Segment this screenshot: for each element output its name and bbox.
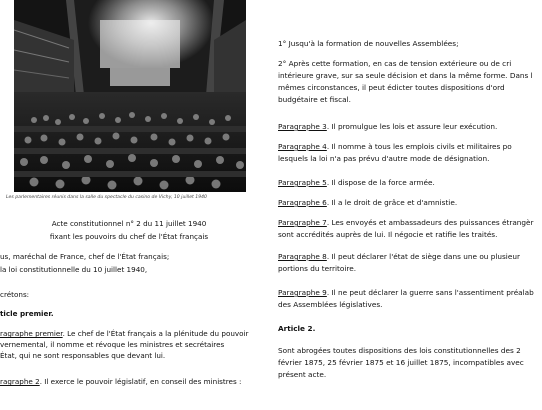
paragraph-3-label: Paragraphe 3: [278, 122, 327, 131]
paragraph-8-line-1: [278, 251, 520, 263]
paragraph-2-line: [0, 377, 241, 388]
left-column: [0, 0, 258, 410]
paragraph-9-text-1: . Il ne peut déclarer la guerre sans l'assentiment préalab: [326, 288, 534, 297]
paragraph-8-text-1: . Il peut déclarer l'état de siège dans une ou plusieur: [326, 252, 520, 261]
paragraph-premier-label: ragraphe premier: [0, 329, 63, 338]
photo-image: [14, 0, 246, 192]
paragraph-2-label: ragraphe 2: [0, 377, 40, 386]
article-2-line-1: Sont abrogées toutes dispositions des lois constitutionnelles des 2: [278, 346, 521, 355]
act-subtitle: fixant les pouvoirs du chef de l'État français: [49, 232, 209, 241]
paragraph-6-label: Paragraphe 6: [278, 198, 327, 207]
paragraph-5-label: Paragraphe 5: [278, 178, 327, 187]
paragraph-3: [278, 121, 497, 133]
paragraph-4-label: Paragraphe 4: [278, 142, 327, 151]
decretons-label: crétons:: [0, 290, 30, 299]
article-2-line-2: février 1875, 25 février 1875 et 16 juillet 1875, incompatibles avec: [278, 358, 524, 367]
act-title-block: [0, 217, 258, 243]
item-2-line-1: 2° Après cette formation, en cas de tension extérieure ou de cri: [278, 59, 512, 68]
paragraph-9-label: Paragraphe 9: [278, 288, 327, 297]
paragraph-8-line-2: portions du territoire.: [278, 264, 357, 273]
act-title: Acte constitutionnel n° 2 du 11 juillet 1940: [51, 219, 207, 228]
item-2-line-2: intérieure grave, sur sa seule décision et dans la même forme. Dans l: [278, 71, 533, 80]
photo-caption: Les parlementaires réunis dans la salle du spectacle du casino de Vichy, 10 juillet 1940: [6, 195, 207, 200]
article-2-line-3: présent acte.: [278, 370, 327, 379]
paragraph-premier-line-2: vernemental, il nomme et révoque les ministres et secrétaires: [0, 340, 225, 349]
item-1: 1° Jusqu'à la formation de nouvelles Assemblées;: [278, 39, 459, 48]
paragraph-9-line-2: des Assemblées législatives.: [278, 300, 383, 309]
paragraph-7-text-1: . Les envoyés et ambassadeurs des puissances étrangèr: [326, 218, 534, 227]
paragraph-5-text: . Il dispose de la force armée.: [326, 178, 435, 187]
paragraph-premier-line-3: État, qui ne sont responsables que devant lui.: [0, 351, 166, 360]
paragraph-premier-line-1: [0, 329, 249, 340]
paragraph-6-text: . Il a le droit de grâce et d'amnistie.: [326, 198, 458, 207]
paragraph-4-line-2: lesquels la loi n'a pas prévu d'autre mode de désignation.: [278, 154, 490, 163]
article-2-heading: Article 2.: [278, 324, 316, 333]
article-premier-heading: ticle premier.: [0, 309, 54, 318]
paragraph-5: [278, 177, 435, 189]
paragraph-6: [278, 197, 457, 209]
paragraph-8-label: Paragraphe 8: [278, 252, 327, 261]
paragraph-7-line-2: sont accrédités auprès de lui. Il négocie et ratifie les traités.: [278, 230, 498, 239]
historical-photo: [14, 0, 246, 192]
item-2-line-4: budgétaire et fiscal.: [278, 95, 351, 104]
paragraph-premier-text-1: . Le chef de l'État français a la plénitude du pouvoir: [62, 329, 249, 338]
paragraph-7-label: Paragraphe 7: [278, 218, 327, 227]
paragraph-4-line-1: [278, 141, 512, 153]
paragraph-3-text: . Il promulgue les lois et assure leur exécution.: [326, 122, 498, 131]
paragraph-7-line-1: [278, 217, 534, 229]
right-column: [270, 0, 542, 410]
preamble-line-2: la loi constitutionnelle du 10 juillet 1940,: [0, 265, 148, 274]
preamble-line-1: us, maréchal de France, chef de l'État français;: [0, 252, 170, 261]
paragraph-9-line-1: [278, 287, 534, 299]
paragraph-2-text: . Il exerce le pouvoir législatif, en conseil des ministres :: [39, 377, 242, 386]
item-2-line-3: mêmes circonstances, il peut édicter toutes dispositions d'ord: [278, 83, 505, 92]
paragraph-4-text-1: . Il nomme à tous les emplois civils et militaires po: [326, 142, 512, 151]
